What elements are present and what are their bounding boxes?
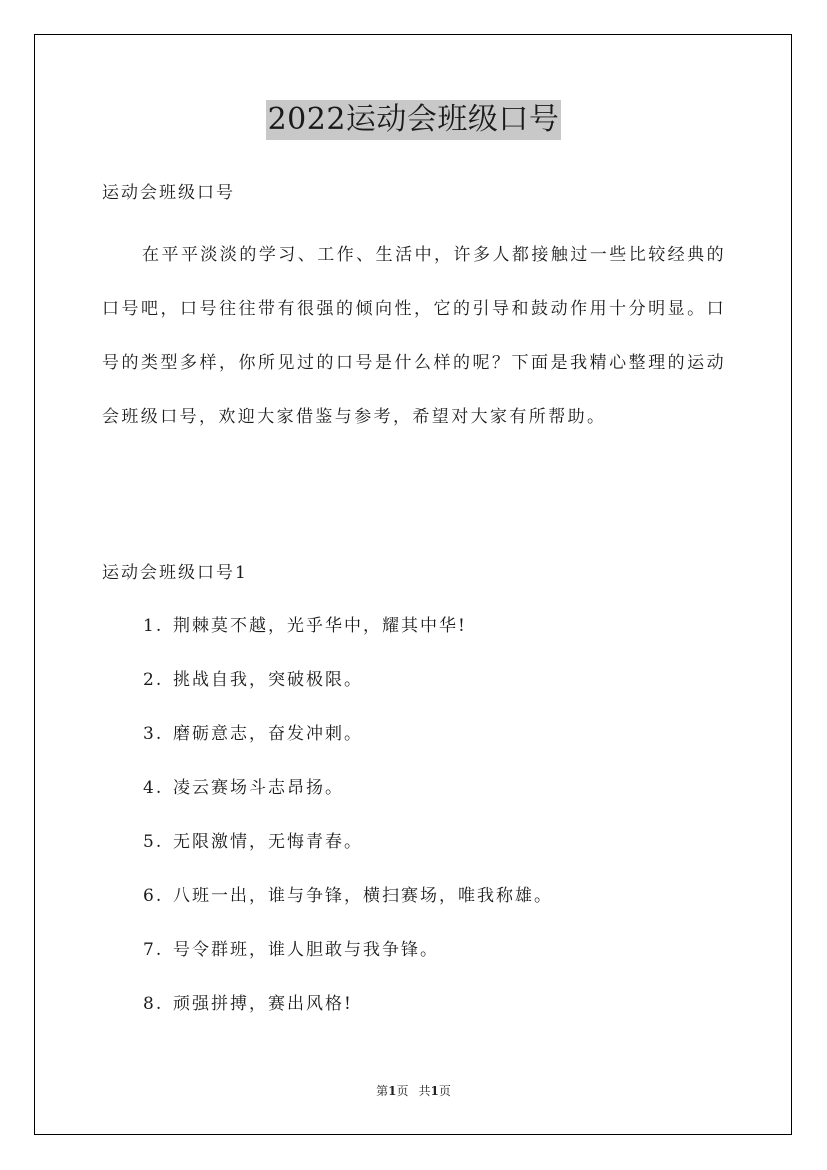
slogan-number: 7.	[143, 940, 164, 960]
slogan-item	[143, 720, 553, 774]
slogan-text: 磨砺意志，奋发冲刺。	[173, 724, 363, 744]
document-subtitle: 运动会班级口号	[102, 183, 235, 203]
intro-paragraph: 在平平淡淡的学习、工作、生活中，许多人都接触过一些比较经典的口号吧，口号往往带有很强的倾向性，它的引导和鼓动作用十分明显。口号的类型多样，你所见过的口号是什么样的呢？下面是我精心整理的运动会班级口号，欢迎大家借鉴与参考，希望对大家有所帮助。	[102, 245, 726, 427]
page-label-prefix: 第	[376, 1084, 389, 1098]
total-label-suffix: 页	[438, 1084, 451, 1098]
section-heading: 运动会班级口号1	[102, 563, 248, 583]
slogan-number: 8.	[143, 994, 164, 1014]
page-label-suffix: 页	[396, 1084, 409, 1098]
page-number-current: 1	[388, 1084, 397, 1098]
title-container	[0, 100, 827, 140]
slogan-text: 无限激情，无悔青春。	[173, 832, 363, 852]
slogan-number: 5.	[143, 832, 164, 852]
slogan-item	[143, 882, 553, 936]
slogan-text: 顽强拼搏，赛出风格!	[173, 994, 353, 1014]
slogan-number: 4.	[143, 778, 164, 798]
slogan-number: 3.	[143, 724, 164, 744]
slogan-number: 1.	[143, 616, 164, 636]
slogan-number: 6.	[143, 886, 164, 906]
document-title: 2022运动会班级口号	[266, 100, 562, 140]
slogan-text: 八班一出，谁与争锋，横扫赛场，唯我称雄。	[173, 886, 553, 906]
page-footer	[0, 1083, 827, 1099]
slogan-item	[143, 774, 553, 828]
total-label-prefix: 共	[418, 1084, 431, 1098]
slogan-item	[143, 666, 553, 720]
slogan-item	[143, 828, 553, 882]
slogan-item	[143, 990, 553, 1044]
slogan-text: 凌云赛场斗志昂扬。	[173, 778, 344, 798]
slogan-item	[143, 612, 553, 666]
slogan-text: 号令群班，谁人胆敢与我争锋。	[173, 940, 439, 960]
slogan-text: 挑战自我，突破极限。	[173, 670, 363, 690]
slogan-item	[143, 936, 553, 990]
slogan-list	[143, 612, 553, 1044]
slogan-number: 2.	[143, 670, 164, 690]
slogan-text: 荆棘莫不越，光乎华中，耀其中华!	[173, 616, 467, 636]
page-number-total: 1	[430, 1084, 439, 1098]
